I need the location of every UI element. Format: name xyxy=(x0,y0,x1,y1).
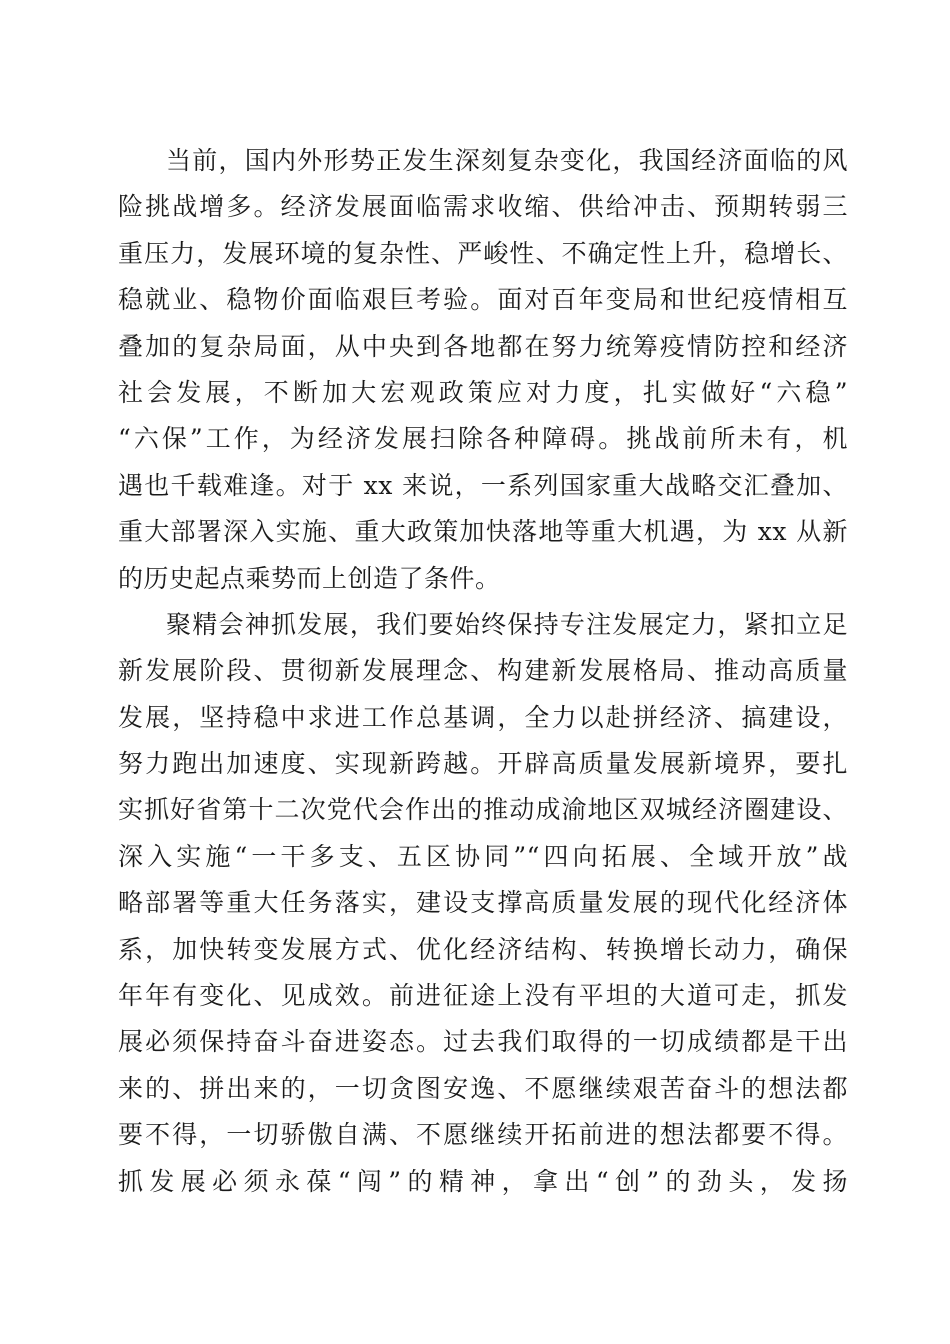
paragraph-line: “六保”工作，为经济发展扫除各种障碍。挑战前所未有，机 xyxy=(118,424,848,454)
paragraph-line: 重压力，发展环境的复杂性、严峻性、不确定性上升，稳增长、 xyxy=(118,238,848,268)
paragraph-line: 叠加的复杂局面，从中央到各地都在努力统筹疫情防控和经济 xyxy=(118,331,848,361)
paragraph-line: 的历史起点乘势而上创造了条件。 xyxy=(118,563,501,593)
paragraph-line: 发展，坚持稳中求进工作总基调，全力以赴拼经济、搞建设， xyxy=(118,702,848,732)
paragraph-line: 系，加快转变发展方式、优化经济结构、转换增长动力，确保 xyxy=(118,934,848,964)
paragraph-line: 重大部署深入实施、重大政策加快落地等重大机遇，为 xx 从新 xyxy=(118,517,848,547)
paragraph-line: 社会发展，不断加大宏观政策应对力度，扎实做好“六稳” xyxy=(118,377,848,407)
paragraph-line: 年年有变化、见成效。前进征途上没有平坦的大道可走，抓发 xyxy=(118,981,848,1011)
paragraph-line: 略部署等重大任务落实，建设支撑高质量发展的现代化经济体 xyxy=(118,888,848,918)
paragraph-line: 稳就业、稳物价面临艰巨考验。面对百年变局和世纪疫情相互 xyxy=(118,285,848,315)
body-text xyxy=(118,138,848,1205)
paragraph-line: 遇也千载难逢。对于 xx 来说，一系列国家重大战略交汇叠加、 xyxy=(118,470,848,500)
paragraph-line: 深入实施“一干多支、五区协同”“四向拓展、全域开放”战 xyxy=(118,841,848,871)
paragraph-line: 当前，国内外形势正发生深刻复杂变化，我国经济面临的风 xyxy=(166,146,848,175)
paragraph-line: 聚精会神抓发展，我们要始终保持专注发展定力，紧扣立足 xyxy=(166,609,848,639)
paragraph-1 xyxy=(118,138,848,602)
paragraph-line: 险挑战增多。经济发展面临需求收缩、供给冲击、预期转弱三 xyxy=(118,192,848,222)
paragraph-line: 抓发展必须永葆“闯”的精神，拿出“创”的劲头，发扬 xyxy=(118,1166,848,1196)
paragraph-line: 要不得，一切骄傲自满、不愿继续开拓前进的想法都要不得。 xyxy=(118,1120,848,1150)
paragraph-line: 努力跑出加速度、实现新跨越。开辟高质量发展新境界，要扎 xyxy=(118,749,848,779)
paragraph-line: 来的、拼出来的，一切贪图安逸、不愿继续艰苦奋斗的想法都 xyxy=(118,1073,848,1103)
paragraph-line: 新发展阶段、贯彻新发展理念、构建新发展格局、推动高质量 xyxy=(118,656,848,686)
paragraph-line: 展必须保持奋斗奋进姿态。过去我们取得的一切成绩都是干出 xyxy=(118,1027,848,1057)
paragraph-2 xyxy=(118,602,848,1205)
paragraph-line: 实抓好省第十二次党代会作出的推动成渝地区双城经济圈建设、 xyxy=(118,795,848,825)
